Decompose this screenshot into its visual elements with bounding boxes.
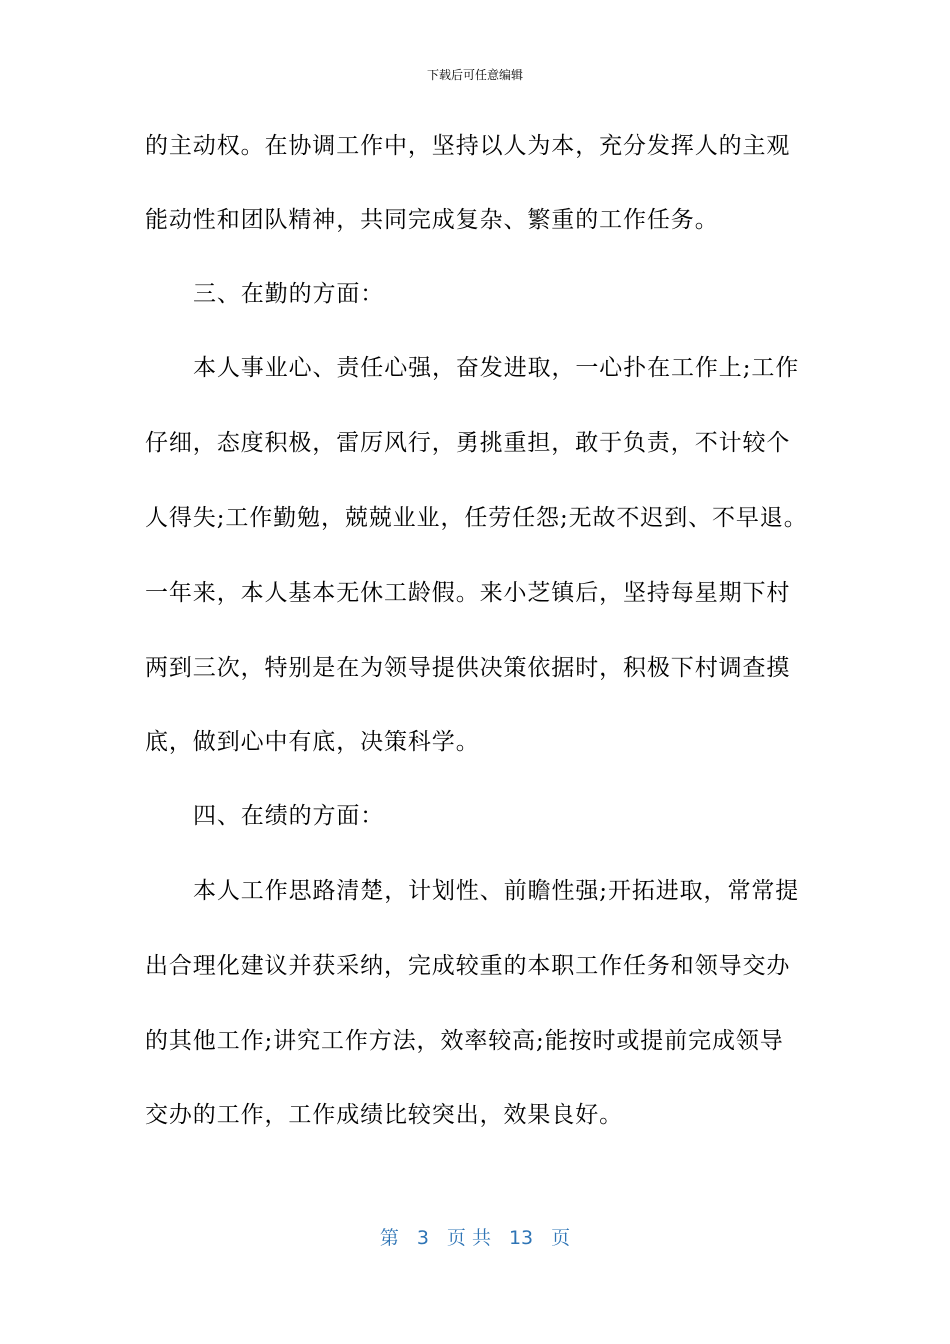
current-page-number: 3 [416, 1227, 429, 1249]
body-line: 底，做到心中有底，决策科学。 [145, 729, 480, 755]
body-line: 出合理化建议并获采纳，完成较重的本职工作任务和领导交办 [145, 953, 791, 979]
total-pages-number: 13 [508, 1227, 534, 1249]
page-suffix: 页 [551, 1227, 571, 1249]
body-line: 两到三次，特别是在为领导提供决策依据时，积极下村调查摸 [145, 655, 791, 681]
body-line: 交办的工作，工作成绩比较突出，效果良好。 [145, 1102, 623, 1128]
page-number-footer [0, 1226, 950, 1250]
body-line: 本人工作思路清楚，计划性、前瞻性强;开拓进取，常常提 [193, 878, 800, 904]
section-heading: 三、在勤的方面： [193, 281, 385, 307]
body-line: 一年来，本人基本无休工龄假。来小芝镇后，坚持每星期下村 [145, 580, 791, 606]
body-line: 的其他工作;讲究工作方法，效率较高;能按时或提前完成领导 [145, 1028, 784, 1054]
body-line: 的主动权。在协调工作中，坚持以人为本，充分发挥人的主观 [145, 133, 791, 159]
body-line: 人得失;工作勤勉，兢兢业业，任劳任怨;无故不迟到、不早退。 [145, 505, 808, 531]
page-prefix: 第 [379, 1227, 399, 1249]
body-line: 本人事业心、责任心强，奋发进取，一心扑在工作上;工作 [193, 355, 800, 381]
body-line: 仔细，态度积极，雷厉风行，勇挑重担，敢于负责，不计较个 [145, 430, 791, 456]
page-middle-text: 页 共 [446, 1227, 491, 1249]
body-line: 能动性和团队精神，共同完成复杂、繁重的工作任务。 [145, 207, 719, 233]
page-header-note: 下载后可任意编辑 [426, 68, 523, 82]
section-heading: 四、在绩的方面： [193, 803, 385, 829]
